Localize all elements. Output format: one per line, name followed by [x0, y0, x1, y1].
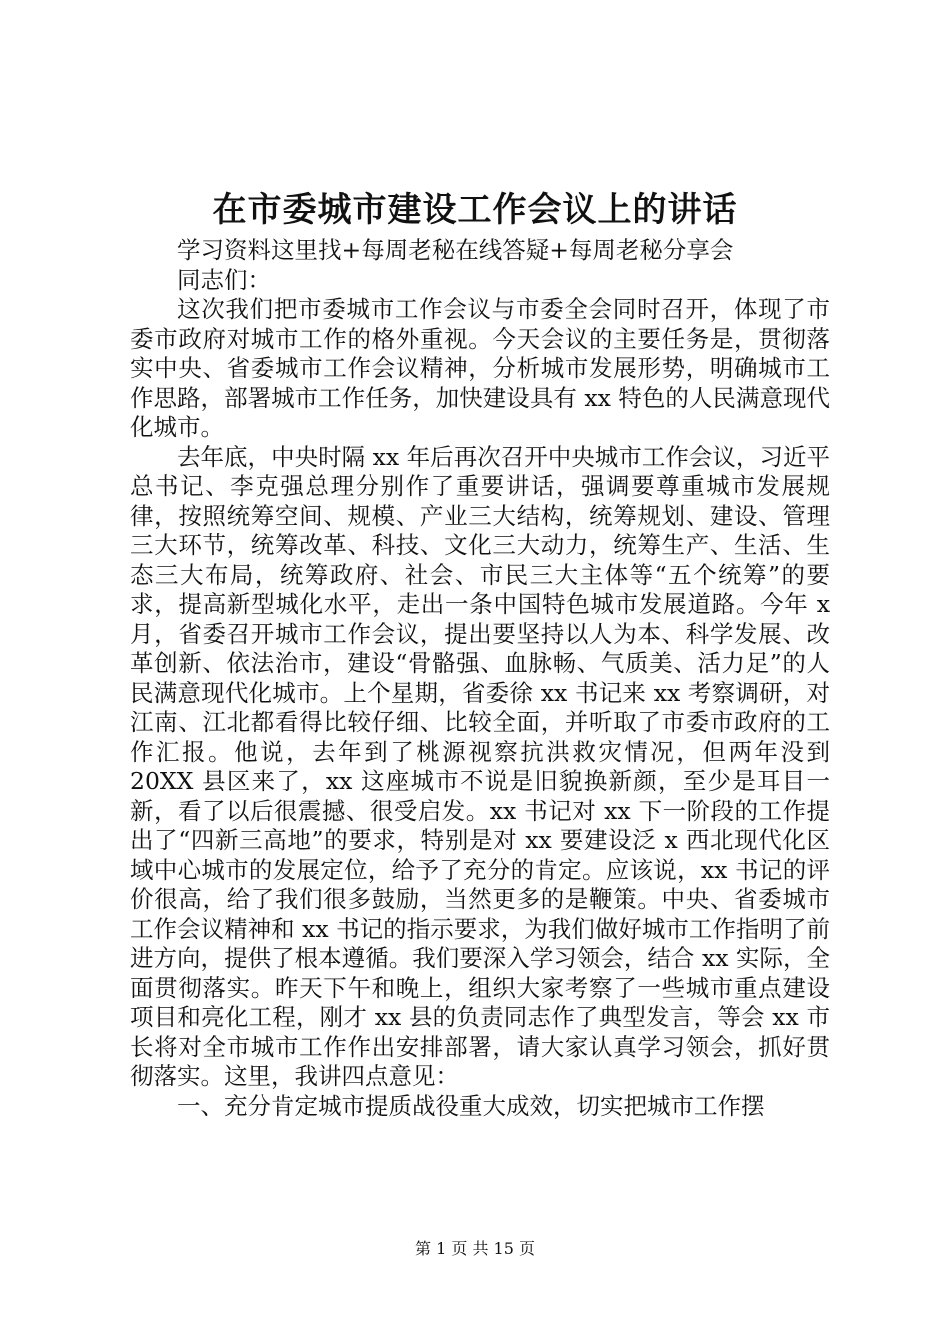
subtitle-line: 学习资料这里找+每周老秘在线答疑+每周老秘分享会 — [177, 236, 734, 264]
document-body — [130, 236, 830, 1121]
salutation: 同志们： — [177, 265, 271, 294]
document-title: 在市委城市建设工作会议上的讲话 — [212, 190, 738, 230]
paragraph-2: 去年底，中央时隔 xx 年后再次召开中央城市工作会议，习近平总书记、李克强总理分别作了重要讲话，强调要尊重城市发展规律，按照统筹空间、规模、产业三大结构，统筹规划、建设、管理三大环节，统筹改革、科技、文化三大动力，统筹生产、生活、生态三大布局，统筹政府、社会、市民三大主体等“五个统筹”的要求，提高新型城化水平，走出一条中国特色城市发展道路。今年 x 月，省委召开城市工作会议，提出要坚持以人为本、科学发展、改革创新、依法治市，建设“骨骼强、血脉畅、气质美、活力足”的人民满意现代化城市。上个星期，省委徐 xx 书记来 xx 考察调研，对江南、江北都看得比较仔细、比较全面，并听取了市委市政府的工作汇报。他说，去年到了桃源视察抗洪救灾情况，但两年没到 20XX 县区来了，xx 这座城市不说是旧貌换新颜，至少是耳目一新，看了以后很震撼、很受启发。xx 书记对 xx 下一阶段的工作提出了“四新三高地”的要求，特别是对 xx 要建设泛 x 西北现代化区域中心城市的发展定位，给予了充分的肯定。应该说，xx 书记的评价很高，给了我们很多鼓励，当然更多的是鞭策。中央、省委城市工作会议精神和 xx 书记的指示要求，为我们做好城市工作指明了前进方向，提供了根本遵循。我们要深入学习领会，结合 xx 实际，全面贯彻落实。昨天下午和晚上，组织大家考察了一些城市重点建设项目和亮化工程，刚才 xx 县的负责同志作了典型发言，等会 xx 市长将对全市城市工作作出安排部署，请大家认真学习领会，抓好贯彻落实。这里，我讲四点意见： — [130, 442, 830, 1090]
paragraph-1: 这次我们把市委城市工作会议与市委全会同时召开，体现了市委市政府对城市工作的格外重视。今天会议的主要任务是，贯彻落实中央、省委城市工作会议精神，分析城市发展形势，明确城市工作思路，部署城市工作任务，加快建设具有 xx 特色的人民满意现代化城市。 — [130, 295, 830, 441]
section-heading-1: 一、充分肯定城市提质战役重大成效，切实把城市工作摆 — [177, 1091, 765, 1120]
page-number: 第 1 页 共 15 页 — [415, 1239, 535, 1258]
